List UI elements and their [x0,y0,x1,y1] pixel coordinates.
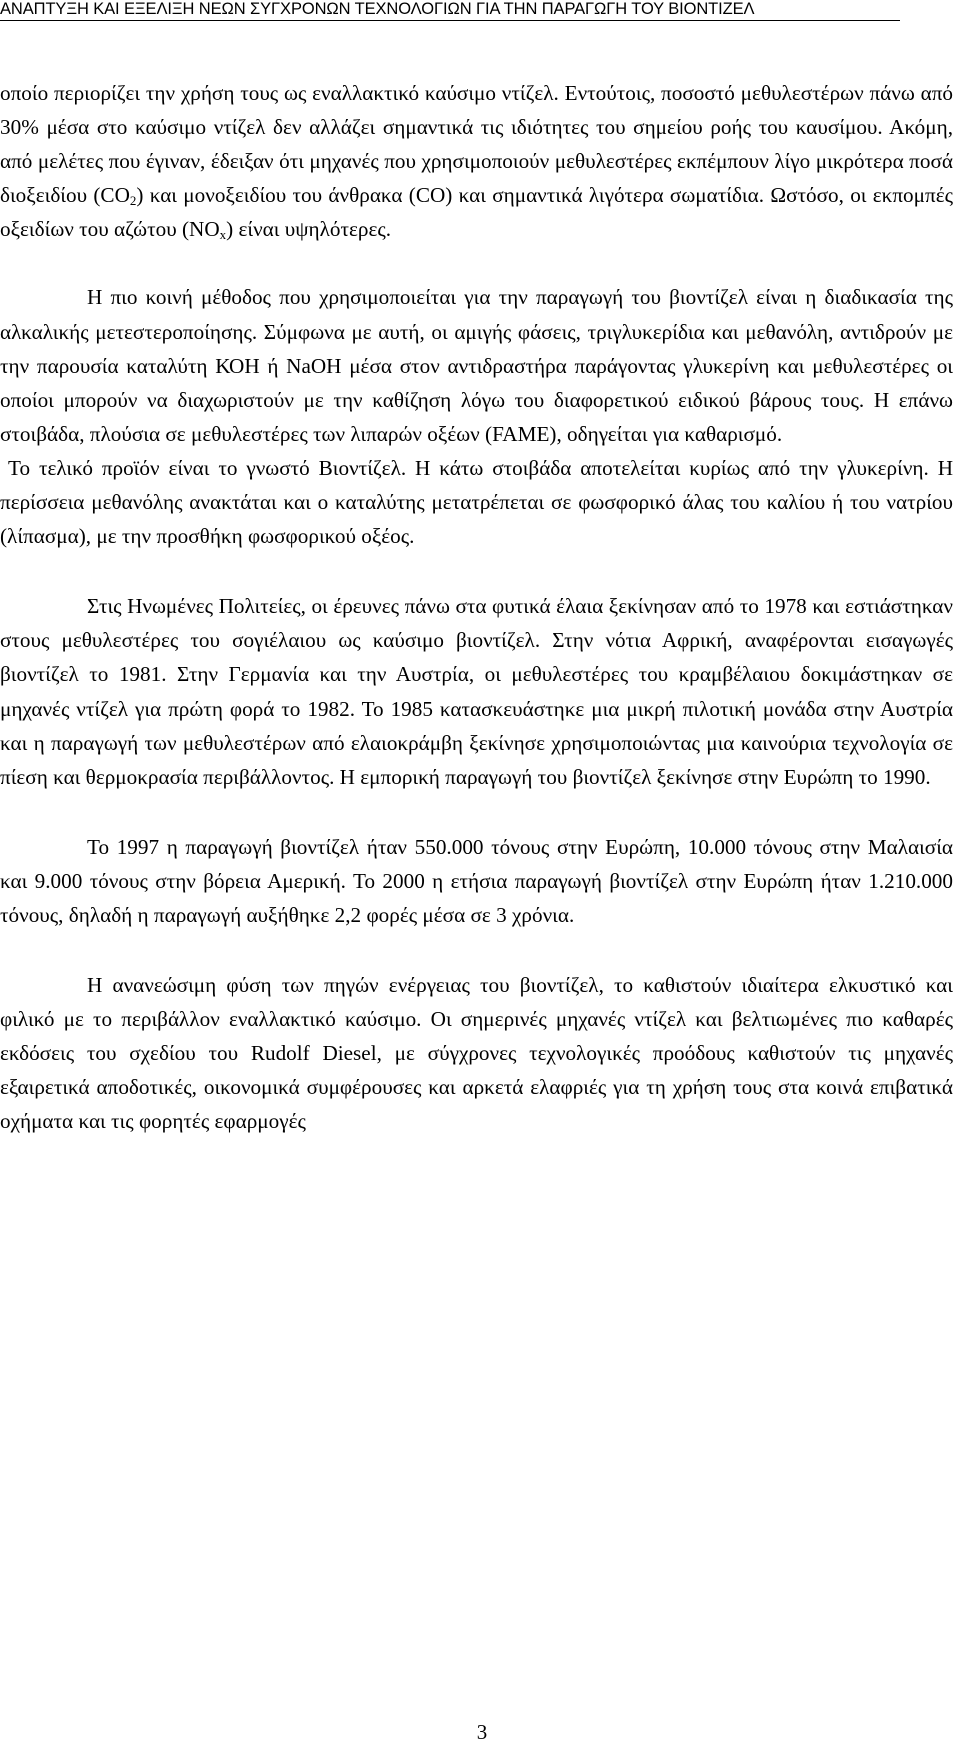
page-number: 3 [476,1720,488,1744]
paragraph-production-figures: Το 1997 η παραγωγή βιοντίζελ ήταν 550.000 τόνους στην Ευρώπη, 10.000 τόνους στην Μαλαισία και 9.000 τόνους στην βόρεια Αμερική. Το 2000 η ετήσια παραγωγή βιοντίζελ στην Ευρώπη ήταν 1.210.000 τόνους, δηλαδή η παραγωγή αυξήθηκε 2,2 φορές μέσα σε 3 χρόνια. [0,834,953,927]
nox-subscript: x [219,227,227,243]
paragraph-emissions-part-b: ) και μονοξειδίου του άνθρακα (CO) και σημαντικά λιγότερα σωματίδια. Ωστόσο, οι εκπομπές οξειδίων του αζώτου (NO [0,183,953,242]
paragraph-history: Στις Ηνωμένες Πολιτείες, οι έρευνες πάνω στα φυτικά έλαια ξεκίνησαν από το 1978 και εστιάστηκαν στους μεθυλεστέρες του σογιέλαιου ως καύσιμο βιοντίζελ. Στην νότια Αφρική, αναφέρονται εισαγωγές βιοντίζελ το 1981. Στην Γερμανία και την Αυστρία, οι μεθυλεστέρες του κραμβέλαιου δοκιμάστηκαν σε μηχανές ντίζελ για πρώτη φορά το 1982. Το 1985 κατασκευάστηκε μια μικρή πιλοτική μονάδα στην Αυστρία και η παραγωγή των μεθυλεστέρων από ελαιοκράμβη ξεκίνησε χρησιμοποιώντας μια καινούρια τεχνολογία σε πίεση και θερμοκρασία περιβάλλοντος. Η εμπορική παραγωγή του βιοντίζελ ξεκίνησε στην Ευρώπη το 1990. [0,594,953,789]
co2-subscript: 2 [129,193,137,209]
document-body [0,76,953,1139]
paragraph-renewable-nature: Η ανανεώσιμη φύση των πηγών ενέργειας του βιοντίζελ, το καθιστούν ιδιαίτερα ελκυστικό και φιλικό με το περιβάλλον εναλλακτικό καύσιμο. Οι σημερινές μηχανές ντίζελ και βελτιωμένες πιο καθαρές εκδόσεις του σχεδίου του Rudolf Diesel, με σύγχρονες τεχνολογικές προόδους καθιστούν τις μηχανές εξαιρετικά αποδοτικές, οικονομικά συμφέρουσες και αρκετά ελαφριές για τη χρήση τους στα κοινά επιβατικά οχήματα και τις φορητές εφαρμογές [0,973,953,1134]
paragraph-transesterification: Η πιο κοινή μέθοδος που χρησιμοποιείται για την παραγωγή του βιοντίζελ είναι η διαδικασία της αλκαλικής μετεστεροποίησης. Σύμφωνα με αυτή, οι αμιγής φάσεις, τριγλυκερίδια και μεθανόλη, αντιδρούν με την παρουσία καταλύτη ΚΟΗ ή NaOH μέσα στον αντιδραστήρα παράγοντας γλυκερίνη και μεθυλεστέρες οι οποίοι μπορούν να διαχωριστούν με την καθίζηση λόγω του διαφορετικού ειδικού βάρους τους. Η επάνω στοιβάδα, πλούσια σε μεθυλεστέρες των λιπαρών οξέων (FAME), οδηγείται για καθαρισμό. [0,285,953,446]
paragraph-emissions-part-a: οποίο περιορίζει την χρήση τους ως εναλλακτικό καύσιμο ντίζελ. Εντούτοις, ποσοστό μεθυλεστέρων πάνω από 30% μέσα στο καύσιμο ντίζελ δεν αλλάζει σημαντικά τις ιδιότητες του σημείου ροής του καυσίμου. Ακόμη, από μελέτες που έγιναν, έδειξαν ότι μηχανές που χρησιμοποιούν μεθυλεστέρες εκπέμπουν λίγο μικρότερα ποσά διοξειδίου (CO [0,81,953,208]
paragraph-emissions [0,76,953,246]
running-header: ΑΝΑΠΤΥΞΗ ΚΑΙ ΕΞΕΛΙΞΗ ΝΕΩΝ ΣΥΓΧΡΟΝΩΝ ΤΕΧΝΟΛΟΓΙΩΝ ΓΙΑ ΤΗΝ ΠΑΡΑΓΩΓΗ ΤΟΥ ΒΙΟΝΤΙΖΕΛ [0,0,900,21]
paragraph-final-product: Το τελικό προϊόν είναι το γνωστό Βιοντίζελ. Η κάτω στοιβάδα αποτελείται κυρίως από την γλυκερίνη. Η περίσσεια μεθανόλης ανακτάται και ο καταλύτης μετατρέπεται σε φωσφορικό άλας του καλίου ή του νατρίου (λίπασμα), με την προσθήκη φωσφορικού οξέος. [0,455,953,549]
paragraph-emissions-part-c: ) είναι υψηλότερες. [226,217,392,242]
